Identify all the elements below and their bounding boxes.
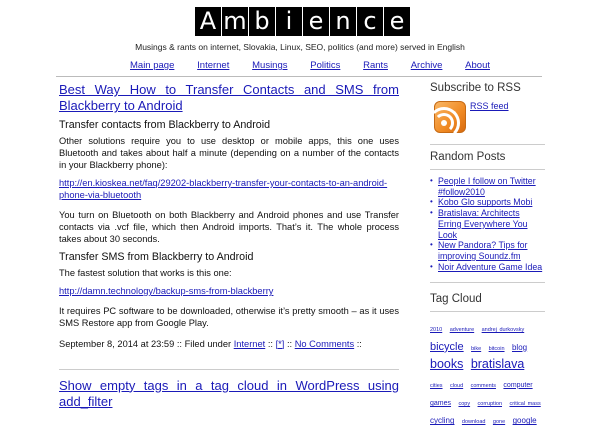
tag-link[interactable]: games [430,400,452,408]
bullet-icon: • [430,240,433,250]
random-posts-list [430,176,545,272]
tag-link[interactable]: bike [471,345,482,352]
logo-letter: e [303,7,329,36]
post-subheading: Transfer SMS from Blackberry to Android [59,251,254,264]
random-post-item [430,208,545,240]
logo-letter: A [195,7,221,36]
tag-cloud [430,318,545,428]
tag-link[interactable]: copy [458,401,471,408]
tag-link[interactable]: gone [492,419,506,426]
nav-main-page[interactable]: Main page [130,60,175,71]
tag-link[interactable]: blog [511,342,528,352]
bullet-icon: • [430,208,433,218]
logo-letter: i [276,7,302,36]
meta-separator: :: [265,338,276,349]
nav-musings[interactable]: Musings [252,60,288,71]
post-subheading: Transfer contacts from Blackberry to Android [59,118,271,131]
logo-letter: c [357,7,383,36]
rss-heading: Subscribe to RSS [430,82,521,94]
random-post-link[interactable]: New Pandora? Tips for improving Soundz.fm [438,240,528,262]
random-post-item [430,240,545,261]
tag-link[interactable]: critical mass [509,401,541,408]
nav-politics[interactable]: Politics [310,60,341,71]
tag-link[interactable]: google [512,416,537,426]
tag-link[interactable]: adventure [449,327,475,334]
post-title [59,378,399,411]
nav-internet[interactable]: Internet [197,60,230,71]
random-post-link[interactable]: Noir Adventure Game Idea [438,261,543,272]
rss-icon[interactable] [434,101,466,133]
site-logo[interactable] [195,7,411,36]
main-content [59,82,399,410]
post-link[interactable]: http://damn.technology/backup-sms-from-blackberry [59,286,274,297]
logo-letter: n [330,7,356,36]
sidebar [430,82,545,429]
random-post-link[interactable]: Kobo Glo supports Mobi [438,197,533,208]
post-category-link[interactable]: Internet [233,338,266,349]
main-nav [130,60,490,71]
random-post-item [430,197,545,208]
tag-link[interactable]: andrej durkovsky [481,327,525,334]
tag-link[interactable]: comments [470,382,496,389]
logo-letter: m [223,7,247,35]
post-paragraph: It requires PC software to be downloaded, otherwise it’s pretty smooth – as it uses SMS Restore app from Google Play. [59,306,399,329]
post-title-link[interactable]: Show empty tags in a tag cloud in WordPress using add_filter [59,377,399,409]
tag-link[interactable]: cities [430,382,443,389]
tag-link[interactable]: cloud [449,382,464,389]
tag-link[interactable]: corruption [477,401,503,408]
comments-link[interactable]: No Comments [294,338,355,349]
tag-link[interactable]: books [430,357,464,372]
random-post-link[interactable]: People I follow on Twitter #follow2010 [438,176,536,197]
post-paragraph: The fastest solution that works is this one: [59,268,232,279]
rss-feed-link[interactable]: RSS feed [470,101,509,111]
meta-separator: :: [354,338,362,349]
post-meta [59,338,399,350]
bullet-icon: • [430,176,433,185]
post-date: September 8, 2014 at 23:59 :: Filed under [59,338,234,349]
nav-rants[interactable]: Rants [363,60,388,71]
post-title [59,82,399,115]
nav-divider [56,76,542,77]
tag-link[interactable]: computer [503,381,533,389]
sidebar-divider [430,169,545,170]
post-paragraph: You turn on Bluetooth on both Blackberry and Android phones and use Transfer contacts via .vcf file, which then Android imports. That’s it. The whole process takes about 30 seconds. [59,210,399,245]
post-title-link[interactable]: Best Way How to Transfer Contacts and SMS from Blackberry to Android [59,82,399,114]
site-tagline: Musings & rants on internet, Slovakia, Linux, SEO, politics (and more) served in English [135,42,465,52]
post-paragraph: Other solutions require you to use desktop or mobile apps, this one uses Bluetooth and takes about half a minute (depending on a number of the contacts in your Blackberry phone): [59,135,399,170]
post-divider [59,369,399,370]
random-post-item [430,176,545,197]
rss-widget [430,100,545,136]
bullet-icon: • [430,197,433,207]
tag-link[interactable]: bratislava [470,357,525,372]
random-posts-heading: Random Posts [430,151,506,163]
random-post-item [430,262,545,273]
sidebar-divider [430,282,545,283]
tag-link[interactable]: bitcoin [488,345,505,352]
tag-link[interactable]: download [461,419,486,426]
tag-link[interactable]: 2010 [430,327,443,334]
bullet-icon: • [430,261,433,271]
tag-cloud-heading: Tag Cloud [430,293,482,306]
tag-link[interactable]: bicycle [430,340,464,353]
logo-letter: b [249,7,275,36]
post [59,378,399,411]
post [59,82,399,350]
meta-separator: :: [284,338,295,349]
sidebar-divider [430,144,545,145]
logo-letter: e [384,7,410,36]
random-post-link[interactable]: Bratislava: Architects Erring Everywhere You Look [438,208,528,240]
sidebar-divider [430,311,545,312]
tag-link[interactable]: cycling [430,416,455,426]
nav-archive[interactable]: Archive [410,60,443,71]
permalink-link[interactable]: [*] [275,338,285,349]
post-link[interactable]: http://en.kioskea.net/faq/29202-blackberry-transfer-your-contacts-to-an-android-phone-via-bluetooth [59,177,388,200]
nav-about[interactable]: About [465,60,490,71]
